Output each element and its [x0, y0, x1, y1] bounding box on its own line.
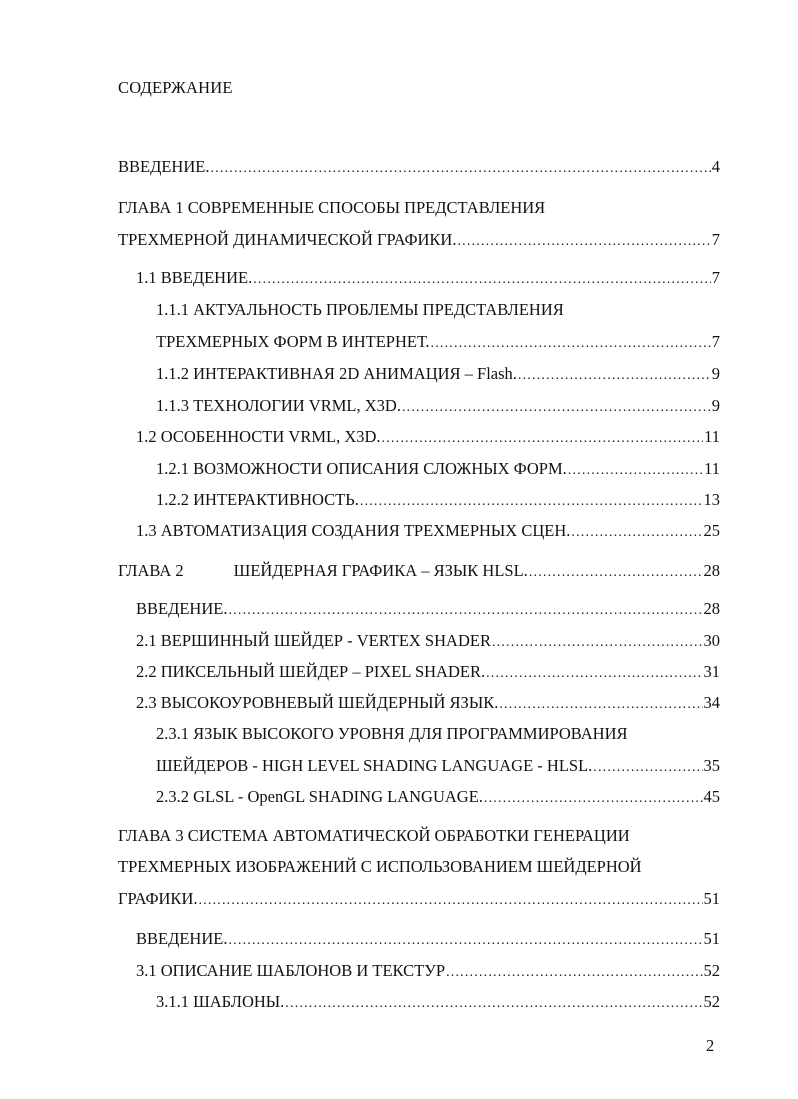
- toc-entry-text: 2.3.2 GLSL - OpenGL SHADING LANGUAGE.: [156, 787, 483, 806]
- toc-entry-page: 52: [703, 992, 720, 1011]
- toc-entry-page: 31: [703, 662, 720, 681]
- toc-entry-page: 9: [711, 396, 720, 415]
- toc-entry-page: 7: [711, 230, 720, 249]
- toc-entry[interactable]: [118, 826, 630, 846]
- toc-entry[interactable]: [136, 599, 720, 621]
- toc-entry-page: 45: [703, 787, 720, 806]
- toc-entry-page: 11: [704, 427, 720, 446]
- toc-entry-page: 35: [703, 756, 720, 775]
- toc-entry-text: 2.1 ВЕРШИННЫЙ ШЕЙДЕР - VERTEX SHADER: [136, 631, 491, 650]
- toc-entry-text: 3.1.1 ШАБЛОНЫ.: [156, 992, 285, 1011]
- toc-entry-text: ТРЕХМЕРНЫХ ФОРМ В ИНТЕРНЕТ.: [156, 332, 430, 351]
- toc-entry-text: ШЕЙДЕРНАЯ ГРАФИКА – ЯЗЫК HLSL.: [233, 561, 528, 580]
- dot-leader: [228, 931, 702, 951]
- dot-leader: [457, 232, 710, 252]
- toc-entry-text: ТРЕХМЕРНОЙ ДИНАМИЧЕСКОЙ ГРАФИКИ.: [118, 230, 457, 249]
- toc-entry[interactable]: [118, 889, 720, 911]
- toc-entry[interactable]: [136, 961, 720, 983]
- toc-entry-page: 28: [703, 599, 720, 618]
- toc-entry-text: ВВЕДЕНИЕ.: [136, 929, 228, 948]
- dot-leader: [593, 758, 702, 778]
- toc-entry-page: 51: [703, 929, 720, 948]
- toc-entry[interactable]: [156, 992, 720, 1014]
- toc-entry-text: ГЛАВА 3 СИСТЕМА АВТОМАТИЧЕСКОЙ ОБРАБОТКИ ГЕНЕРАЦИИ: [118, 826, 630, 845]
- toc-entry-text: 1.2 ОСОБЕННОСТИ VRML, X3D.: [136, 427, 381, 446]
- toc-entry[interactable]: [156, 756, 720, 778]
- toc-entry[interactable]: [156, 787, 720, 809]
- toc-entry-text: ВВЕДЕНИЕ.: [136, 599, 228, 618]
- page-number: 2: [706, 1036, 715, 1055]
- toc-entry-text: ГРАФИКИ.: [118, 889, 198, 908]
- toc-entry-text: ГЛАВА 1 СОВРЕМЕННЫЕ СПОСОБЫ ПРЕДСТАВЛЕНИЯ: [118, 198, 546, 217]
- toc-entry-text: 1.2.1 ВОЗМОЖНОСТИ ОПИСАНИЯ СЛОЖНЫХ ФОРМ.: [156, 459, 567, 478]
- toc-entry[interactable]: [118, 230, 720, 252]
- dot-leader: [571, 523, 702, 543]
- toc-entry-text: ТРЕХМЕРНЫХ ИЗОБРАЖЕНИЙ С ИСПОЛЬЗОВАНИЕМ ШЕЙДЕРНОЙ: [118, 857, 642, 876]
- toc-entry-chapter: ГЛАВА 2: [118, 561, 184, 580]
- toc-entry-page: 9: [711, 364, 720, 383]
- toc-entry[interactable]: [156, 364, 720, 386]
- toc-entry-page: 7: [711, 268, 720, 287]
- toc-entry-page: 7: [711, 332, 720, 351]
- dot-leader: [518, 366, 711, 386]
- dot-leader: [484, 789, 703, 809]
- dot-leader: [486, 664, 702, 684]
- toc-entry-page: 25: [703, 521, 720, 540]
- toc-entry-page: 28: [703, 561, 720, 580]
- toc-entry-text: 2.3 ВЫСОКОУРОВНЕВЫЙ ШЕЙДЕРНЫЙ ЯЗЫК.: [136, 693, 499, 712]
- toc-entry-text: 3.1 ОПИСАНИЕ ШАБЛОНОВ И ТЕКСТУР: [136, 961, 446, 980]
- dot-leader: [210, 159, 710, 179]
- toc-entry-page: 4: [711, 157, 720, 176]
- dot-leader: [499, 695, 702, 715]
- toc-entry[interactable]: [136, 427, 720, 449]
- toc-entry-text: 1.3 АВТОМАТИЗАЦИЯ СОЗДАНИЯ ТРЕХМЕРНЫХ СЦЕН.: [136, 521, 571, 540]
- dot-leader: [492, 633, 703, 653]
- toc-entry-page: 51: [703, 889, 720, 908]
- dot-leader: [529, 563, 703, 583]
- dot-leader: [382, 429, 704, 449]
- toc-entry[interactable]: [136, 693, 720, 715]
- toc-entry[interactable]: [118, 198, 545, 218]
- toc-entry-page: 11: [704, 459, 720, 478]
- toc-entry-text: 1.1 ВВЕДЕНИЕ.: [136, 268, 253, 287]
- dot-leader: [431, 334, 711, 354]
- toc-entry[interactable]: [136, 662, 720, 684]
- toc-entry[interactable]: [136, 521, 720, 543]
- dot-leader: [402, 398, 711, 418]
- dot-leader: [198, 891, 702, 911]
- toc-entry-text: 2.3.1 ЯЗЫК ВЫСОКОГО УРОВНЯ ДЛЯ ПРОГРАММИРОВАНИЯ: [156, 724, 628, 743]
- toc-entry[interactable]: [156, 300, 564, 320]
- toc-entry[interactable]: [156, 490, 720, 512]
- toc-entry[interactable]: [118, 561, 720, 583]
- dot-leader: [360, 492, 703, 512]
- toc-entry-text: ВВЕДЕНИЕ.: [118, 157, 210, 176]
- toc-entry-text: 1.2.2 ИНТЕРАКТИВНОСТЬ.: [156, 490, 359, 509]
- toc-entry[interactable]: [136, 929, 720, 951]
- toc-entry-page: 52: [703, 961, 720, 980]
- toc-entry-text: 2.2 ПИКСЕЛЬНЫЙ ШЕЙДЕР – PIXEL SHADER.: [136, 662, 486, 681]
- toc-entry[interactable]: [156, 396, 720, 418]
- toc-entry-text: 1.1.3 ТЕХНОЛОГИИ VRML, X3D.: [156, 396, 401, 415]
- dot-leader: [285, 994, 702, 1014]
- toc-entry-page: 30: [703, 631, 720, 650]
- dot-leader: [446, 963, 702, 983]
- toc-entry-text: 1.1.1 АКТУАЛЬНОСТЬ ПРОБЛЕМЫ ПРЕДСТАВЛЕНИЯ: [156, 300, 564, 319]
- toc-entry-text: ШЕЙДЕРОВ - HIGH LEVEL SHADING LANGUAGE - HLSL.: [156, 756, 593, 775]
- toc-entry-page: 13: [703, 490, 720, 509]
- toc-entry-page: 34: [703, 693, 720, 712]
- toc-entry[interactable]: [156, 724, 628, 744]
- page-title: СОДЕРЖАНИЕ: [118, 78, 233, 97]
- toc-entry[interactable]: [156, 332, 720, 354]
- toc-entry[interactable]: [118, 157, 720, 179]
- toc-entry[interactable]: [136, 268, 720, 290]
- toc-entry[interactable]: [156, 459, 720, 481]
- dot-leader: [228, 601, 702, 621]
- dot-leader: [568, 461, 703, 481]
- toc-entry-text: 1.1.2 ИНТЕРАКТИВНАЯ 2D АНИМАЦИЯ – Flash.: [156, 364, 517, 383]
- dot-leader: [253, 270, 711, 290]
- toc-entry[interactable]: [118, 857, 642, 877]
- toc-entry[interactable]: [136, 631, 720, 653]
